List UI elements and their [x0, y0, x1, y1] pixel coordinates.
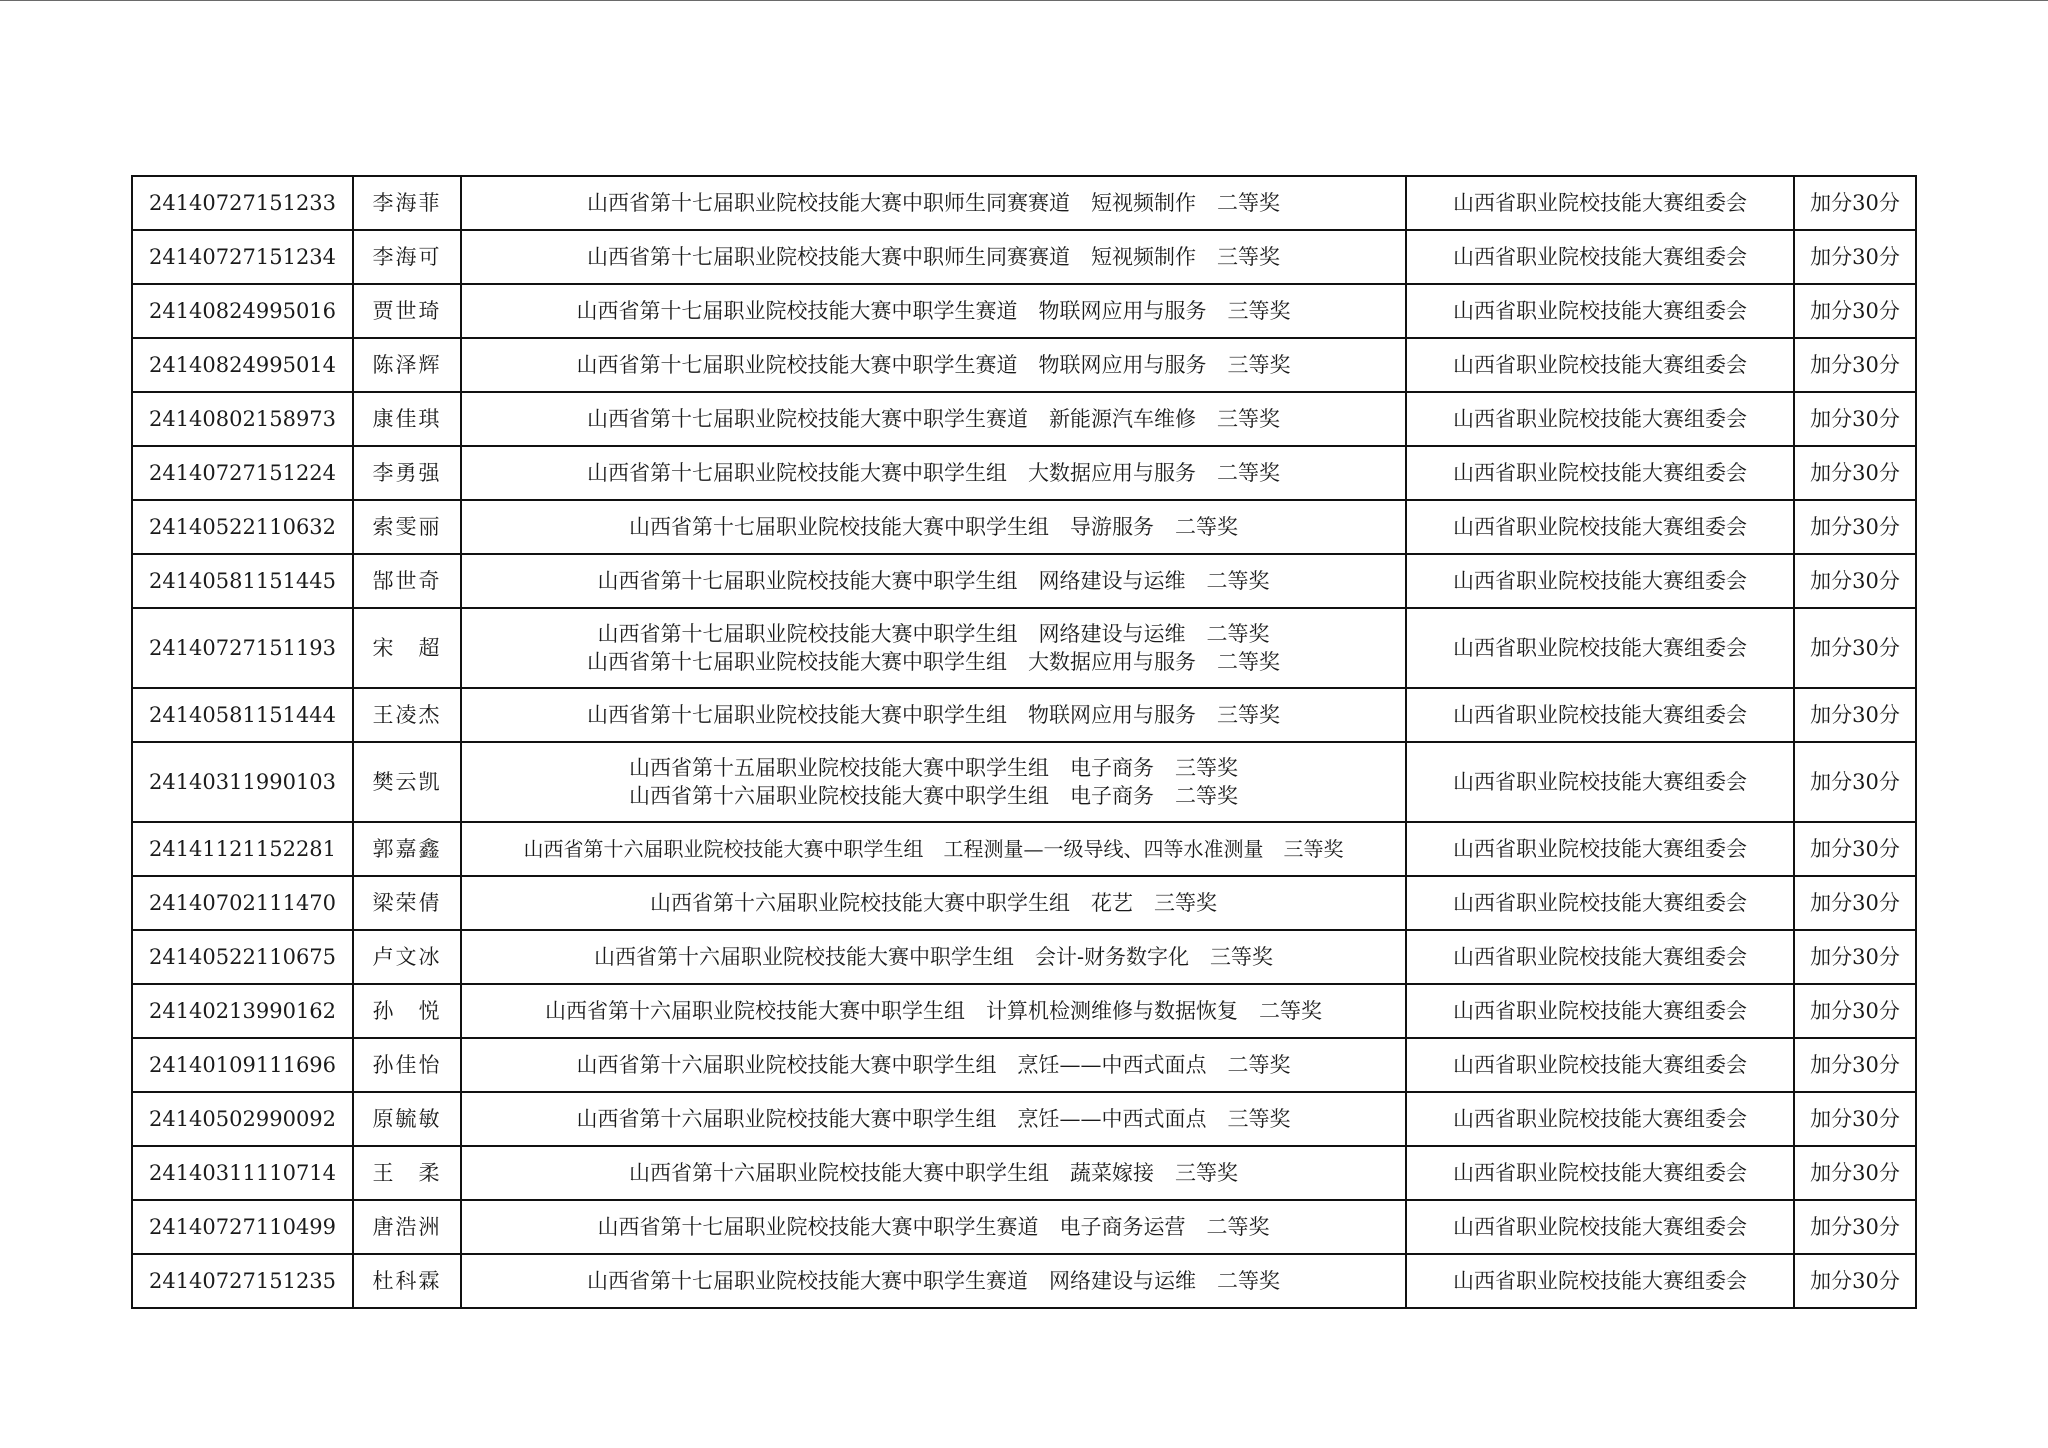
issuing-org-cell: 山西省职业院校技能大赛组委会 [1406, 554, 1794, 608]
student-name-cell: 康佳琪 [353, 392, 461, 446]
student-name-cell: 郭嘉鑫 [353, 822, 461, 876]
bonus-points-cell: 加分30分 [1794, 984, 1916, 1038]
issuing-org-cell: 山西省职业院校技能大赛组委会 [1406, 446, 1794, 500]
student-name-cell: 李勇强 [353, 446, 461, 500]
student-name-cell: 王 柔 [353, 1146, 461, 1200]
student-name-cell: 索雯丽 [353, 500, 461, 554]
award-cell [461, 608, 1406, 688]
award-line: 山西省第十七届职业院校技能大赛中职学生赛道 新能源汽车维修 三等奖 [587, 407, 1280, 431]
award-line: 山西省第十七届职业院校技能大赛中职学生赛道 物联网应用与服务 三等奖 [576, 353, 1291, 377]
award-line: 山西省第十七届职业院校技能大赛中职学生组 大数据应用与服务 二等奖 [587, 650, 1280, 674]
issuing-org-cell: 山西省职业院校技能大赛组委会 [1406, 822, 1794, 876]
award-cell [461, 392, 1406, 446]
student-id-cell: 24140727110499 [132, 1200, 353, 1254]
bonus-points-cell: 加分30分 [1794, 930, 1916, 984]
award-cell [461, 230, 1406, 284]
bonus-points-cell: 加分30分 [1794, 822, 1916, 876]
table-row [132, 822, 1916, 876]
student-name-cell: 孙 悦 [353, 984, 461, 1038]
award-cell [461, 554, 1406, 608]
award-line: 山西省第十七届职业院校技能大赛中职学生组 物联网应用与服务 三等奖 [587, 703, 1280, 727]
table-row [132, 1200, 1916, 1254]
bonus-points-cell: 加分30分 [1794, 1038, 1916, 1092]
award-line: 山西省第十七届职业院校技能大赛中职师生同赛赛道 短视频制作 二等奖 [587, 191, 1280, 215]
table-row [132, 284, 1916, 338]
student-id-cell: 24140727151233 [132, 176, 353, 230]
student-id-cell: 24140109111696 [132, 1038, 353, 1092]
award-cell [461, 500, 1406, 554]
issuing-org-cell: 山西省职业院校技能大赛组委会 [1406, 1092, 1794, 1146]
student-name-cell: 李海可 [353, 230, 461, 284]
student-id-cell: 24140213990162 [132, 984, 353, 1038]
issuing-org-cell: 山西省职业院校技能大赛组委会 [1406, 392, 1794, 446]
award-cell [461, 984, 1406, 1038]
award-line: 山西省第十六届职业院校技能大赛中职学生组 烹饪——中西式面点 三等奖 [576, 1107, 1291, 1131]
issuing-org-cell: 山西省职业院校技能大赛组委会 [1406, 876, 1794, 930]
table-row [132, 176, 1916, 230]
issuing-org-cell: 山西省职业院校技能大赛组委会 [1406, 608, 1794, 688]
bonus-points-cell: 加分30分 [1794, 688, 1916, 742]
award-cell [461, 338, 1406, 392]
issuing-org-cell: 山西省职业院校技能大赛组委会 [1406, 1254, 1794, 1308]
bonus-points-cell: 加分30分 [1794, 742, 1916, 822]
student-id-cell: 24141121152281 [132, 822, 353, 876]
table-row [132, 500, 1916, 554]
bonus-points-cell: 加分30分 [1794, 392, 1916, 446]
student-id-cell: 24140311990103 [132, 742, 353, 822]
award-cell [461, 446, 1406, 500]
student-id-cell: 24140581151445 [132, 554, 353, 608]
bonus-points-cell: 加分30分 [1794, 1254, 1916, 1308]
page-top-edge [0, 0, 2048, 1]
award-line: 山西省第十五届职业院校技能大赛中职学生组 电子商务 三等奖 [629, 756, 1238, 780]
issuing-org-cell: 山西省职业院校技能大赛组委会 [1406, 742, 1794, 822]
issuing-org-cell: 山西省职业院校技能大赛组委会 [1406, 1146, 1794, 1200]
table-row [132, 688, 1916, 742]
table-row [132, 392, 1916, 446]
awards-table-body [132, 176, 1916, 1308]
award-line: 山西省第十七届职业院校技能大赛中职学生组 网络建设与运维 二等奖 [597, 569, 1270, 593]
award-line: 山西省第十六届职业院校技能大赛中职学生组 工程测量—一级导线、四等水准测量 三等奖 [523, 837, 1344, 861]
table-row [132, 230, 1916, 284]
issuing-org-cell: 山西省职业院校技能大赛组委会 [1406, 930, 1794, 984]
student-id-cell: 24140727151224 [132, 446, 353, 500]
bonus-points-cell: 加分30分 [1794, 1146, 1916, 1200]
table-row [132, 742, 1916, 822]
award-line: 山西省第十七届职业院校技能大赛中职学生赛道 物联网应用与服务 三等奖 [576, 299, 1291, 323]
award-line: 山西省第十六届职业院校技能大赛中职学生组 电子商务 二等奖 [629, 784, 1238, 808]
student-name-cell: 唐浩洲 [353, 1200, 461, 1254]
issuing-org-cell: 山西省职业院校技能大赛组委会 [1406, 1038, 1794, 1092]
student-id-cell: 24140727151193 [132, 608, 353, 688]
award-cell [461, 1092, 1406, 1146]
table-row [132, 1146, 1916, 1200]
student-id-cell: 24140581151444 [132, 688, 353, 742]
student-id-cell: 24140522110632 [132, 500, 353, 554]
student-name-cell: 贾世琦 [353, 284, 461, 338]
awards-table [131, 175, 1917, 1309]
bonus-points-cell: 加分30分 [1794, 554, 1916, 608]
award-line: 山西省第十六届职业院校技能大赛中职学生组 花艺 三等奖 [650, 891, 1217, 915]
table-row [132, 446, 1916, 500]
award-line: 山西省第十七届职业院校技能大赛中职学生组 导游服务 二等奖 [629, 515, 1238, 539]
student-name-cell: 宋 超 [353, 608, 461, 688]
award-line: 山西省第十七届职业院校技能大赛中职师生同赛赛道 短视频制作 三等奖 [587, 245, 1280, 269]
table-row [132, 338, 1916, 392]
bonus-points-cell: 加分30分 [1794, 284, 1916, 338]
award-cell [461, 1038, 1406, 1092]
student-id-cell: 24140522110675 [132, 930, 353, 984]
student-id-cell: 24140502990092 [132, 1092, 353, 1146]
award-cell [461, 742, 1406, 822]
award-line: 山西省第十六届职业院校技能大赛中职学生组 计算机检测维修与数据恢复 二等奖 [545, 999, 1322, 1023]
student-id-cell: 24140727151234 [132, 230, 353, 284]
award-line: 山西省第十七届职业院校技能大赛中职学生赛道 电子商务运营 二等奖 [597, 1215, 1270, 1239]
issuing-org-cell: 山西省职业院校技能大赛组委会 [1406, 688, 1794, 742]
award-line: 山西省第十七届职业院校技能大赛中职学生赛道 网络建设与运维 二等奖 [587, 1269, 1280, 1293]
award-line: 山西省第十六届职业院校技能大赛中职学生组 会计-财务数字化 三等奖 [593, 945, 1274, 969]
bonus-points-cell: 加分30分 [1794, 1200, 1916, 1254]
award-cell [461, 688, 1406, 742]
issuing-org-cell: 山西省职业院校技能大赛组委会 [1406, 984, 1794, 1038]
award-cell [461, 1254, 1406, 1308]
award-cell [461, 1146, 1406, 1200]
award-line: 山西省第十七届职业院校技能大赛中职学生组 网络建设与运维 二等奖 [597, 622, 1270, 646]
award-cell [461, 1200, 1406, 1254]
bonus-points-cell: 加分30分 [1794, 608, 1916, 688]
student-name-cell: 杜科霖 [353, 1254, 461, 1308]
table-row [132, 608, 1916, 688]
student-name-cell: 李海菲 [353, 176, 461, 230]
award-cell [461, 930, 1406, 984]
student-name-cell: 王凌杰 [353, 688, 461, 742]
bonus-points-cell: 加分30分 [1794, 1092, 1916, 1146]
issuing-org-cell: 山西省职业院校技能大赛组委会 [1406, 230, 1794, 284]
bonus-points-cell: 加分30分 [1794, 176, 1916, 230]
table-row [132, 984, 1916, 1038]
student-name-cell: 卢文冰 [353, 930, 461, 984]
award-line: 山西省第十七届职业院校技能大赛中职学生组 大数据应用与服务 二等奖 [587, 461, 1280, 485]
student-name-cell: 樊云凯 [353, 742, 461, 822]
student-id-cell: 24140311110714 [132, 1146, 353, 1200]
student-name-cell: 孙佳怡 [353, 1038, 461, 1092]
student-id-cell: 24140824995016 [132, 284, 353, 338]
student-name-cell: 陈泽辉 [353, 338, 461, 392]
table-row [132, 876, 1916, 930]
issuing-org-cell: 山西省职业院校技能大赛组委会 [1406, 338, 1794, 392]
bonus-points-cell: 加分30分 [1794, 338, 1916, 392]
award-cell [461, 876, 1406, 930]
student-name-cell: 郜世奇 [353, 554, 461, 608]
student-id-cell: 24140824995014 [132, 338, 353, 392]
award-cell [461, 284, 1406, 338]
award-line: 山西省第十六届职业院校技能大赛中职学生组 蔬菜嫁接 三等奖 [629, 1161, 1238, 1185]
issuing-org-cell: 山西省职业院校技能大赛组委会 [1406, 500, 1794, 554]
issuing-org-cell: 山西省职业院校技能大赛组委会 [1406, 176, 1794, 230]
bonus-points-cell: 加分30分 [1794, 446, 1916, 500]
student-name-cell: 梁荣倩 [353, 876, 461, 930]
issuing-org-cell: 山西省职业院校技能大赛组委会 [1406, 284, 1794, 338]
table-row [132, 554, 1916, 608]
table-row [132, 930, 1916, 984]
student-name-cell: 原毓敏 [353, 1092, 461, 1146]
award-cell [461, 176, 1406, 230]
table-row [132, 1038, 1916, 1092]
bonus-points-cell: 加分30分 [1794, 230, 1916, 284]
student-id-cell: 24140802158973 [132, 392, 353, 446]
table-row [132, 1092, 1916, 1146]
bonus-points-cell: 加分30分 [1794, 876, 1916, 930]
student-id-cell: 24140727151235 [132, 1254, 353, 1308]
award-line: 山西省第十六届职业院校技能大赛中职学生组 烹饪——中西式面点 二等奖 [576, 1053, 1291, 1077]
student-id-cell: 24140702111470 [132, 876, 353, 930]
table-row [132, 1254, 1916, 1308]
issuing-org-cell: 山西省职业院校技能大赛组委会 [1406, 1200, 1794, 1254]
award-cell [461, 822, 1406, 876]
bonus-points-cell: 加分30分 [1794, 500, 1916, 554]
